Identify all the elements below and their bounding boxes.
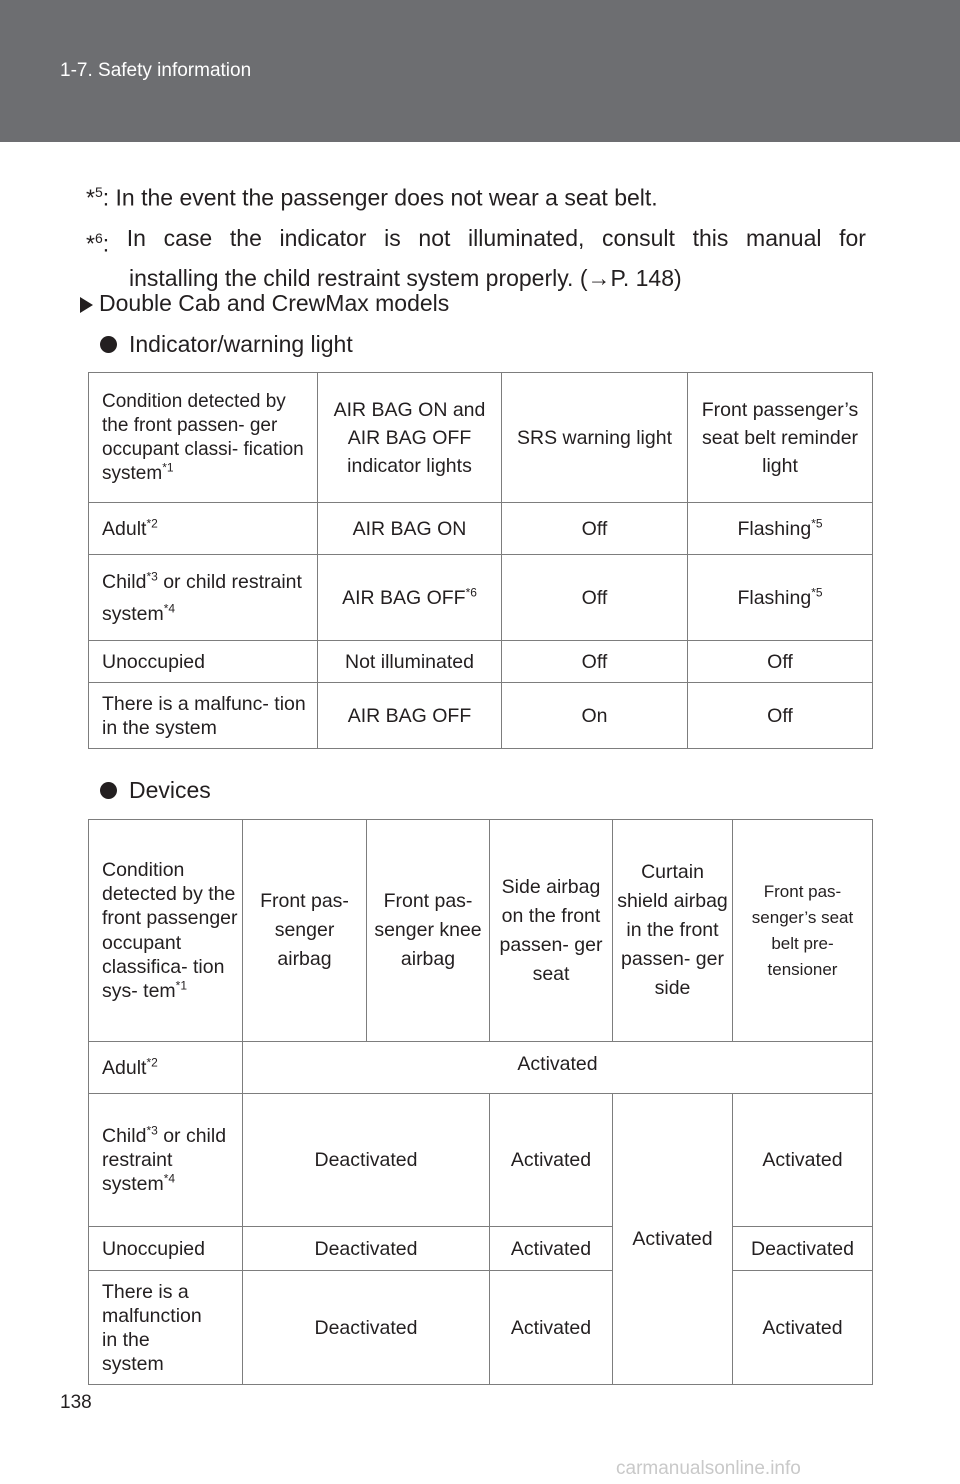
col-header-condition: Condition detected by the front passen- ger occupant classi- fication system$^{*1}$ (89, 373, 318, 503)
cell-srs: Off (502, 503, 688, 555)
table-row (89, 641, 873, 683)
bullet-icon (100, 782, 117, 799)
devices-table (88, 819, 873, 1385)
cell-reminder: Off (688, 641, 873, 683)
triangle-arrow-icon (80, 297, 93, 313)
cell-srs: Off (502, 641, 688, 683)
col-header-curtain-airbag: Curtain shield airbag in the front passen- ger side (613, 820, 733, 1042)
cell-condition: Adult$^{*2}$ (89, 1042, 243, 1094)
subsection-indicator: Indicator/warning light (100, 331, 353, 358)
table-row (89, 503, 873, 555)
cell-condition: Unoccupied (89, 1227, 243, 1271)
section-title: Double Cab and CrewMax models (80, 290, 449, 317)
table-row (89, 1227, 873, 1271)
cell-indicator: AIR BAG OFF$^{*6}$ (318, 555, 502, 641)
table-row (89, 1094, 873, 1227)
cell-reminder: Off (688, 683, 873, 749)
cell-condition: Child$^{*3}$ or child restraint system$^{*4}$ (89, 555, 318, 641)
cell-curtain-merged: Activated (613, 1094, 733, 1385)
col-header-front-airbag: Front pas- senger airbag (243, 820, 367, 1042)
page-number: 138 (60, 1392, 92, 1413)
cell-front-knee: Deactivated (243, 1227, 490, 1271)
cell-reminder: Flashing$^{*5}$ (688, 555, 873, 641)
cell-front-knee: Deactivated (243, 1094, 490, 1227)
cell-side: Activated (490, 1094, 613, 1227)
footnote-6 (86, 221, 866, 295)
table-header-row (89, 373, 873, 503)
cell-condition: Child$^{*3}$ or child restraint system$^{*4}$ (89, 1094, 243, 1227)
bullet-icon (100, 336, 117, 353)
table-header-row (89, 820, 873, 1042)
col-header-indicator: AIR BAG ON and AIR BAG OFF indicator lights (318, 373, 502, 503)
header-title: 1-7. Safety information (60, 60, 252, 81)
cell-pretensioner: Activated (733, 1271, 873, 1385)
cell-srs: On (502, 683, 688, 749)
col-header-srs: SRS warning light (502, 373, 688, 503)
cell-condition: Unoccupied (89, 641, 318, 683)
footnote-6-line1: *$^6$: In case the indicator is not illuminated, consult this manual for (86, 225, 866, 257)
col-header-reminder: Front passenger’s seat belt reminder light (688, 373, 873, 503)
col-header-condition: Condition detected by the front passenger occupant classifica- tion sys- tem$^{*1}$ (89, 820, 243, 1042)
cell-indicator: Not illuminated (318, 641, 502, 683)
cell-side: Activated (490, 1271, 613, 1385)
cell-condition: There is a malfunction in the system (89, 1271, 243, 1385)
cell-side: Activated (490, 1227, 613, 1271)
page-header (0, 0, 960, 142)
table-row (89, 683, 873, 749)
watermark: carmanualsonline.info (616, 1458, 801, 1479)
cell-condition: There is a malfunc- tion in the system (89, 683, 318, 749)
cell-indicator: AIR BAG OFF (318, 683, 502, 749)
col-header-pretensioner: Front pas- senger’s seat belt pre- tensioner (733, 820, 873, 1042)
footnote-5: *$^5$: In the event the passenger does not wear a seat belt. (86, 184, 658, 211)
cell-reminder: Flashing$^{*5}$ (688, 503, 873, 555)
cell-srs: Off (502, 555, 688, 641)
table-row (89, 1042, 873, 1094)
footnote-6-line2: installing the child restraint system properly. (→P. 148) (129, 264, 682, 291)
col-header-knee-airbag: Front pas- senger knee airbag (367, 820, 490, 1042)
subsection-devices: Devices (100, 777, 211, 804)
cell-adult-all: Activated (243, 1042, 873, 1094)
cell-front-knee: Deactivated (243, 1271, 490, 1385)
indicator-table (88, 372, 873, 749)
cell-indicator: AIR BAG ON (318, 503, 502, 555)
table-row (89, 1271, 873, 1385)
col-header-side-airbag: Side airbag on the front passen- ger seat (490, 820, 613, 1042)
cell-condition: Adult$^{*2}$ (89, 503, 318, 555)
cell-pretensioner: Activated (733, 1094, 873, 1227)
table-row (89, 555, 873, 641)
cell-pretensioner: Deactivated (733, 1227, 873, 1271)
